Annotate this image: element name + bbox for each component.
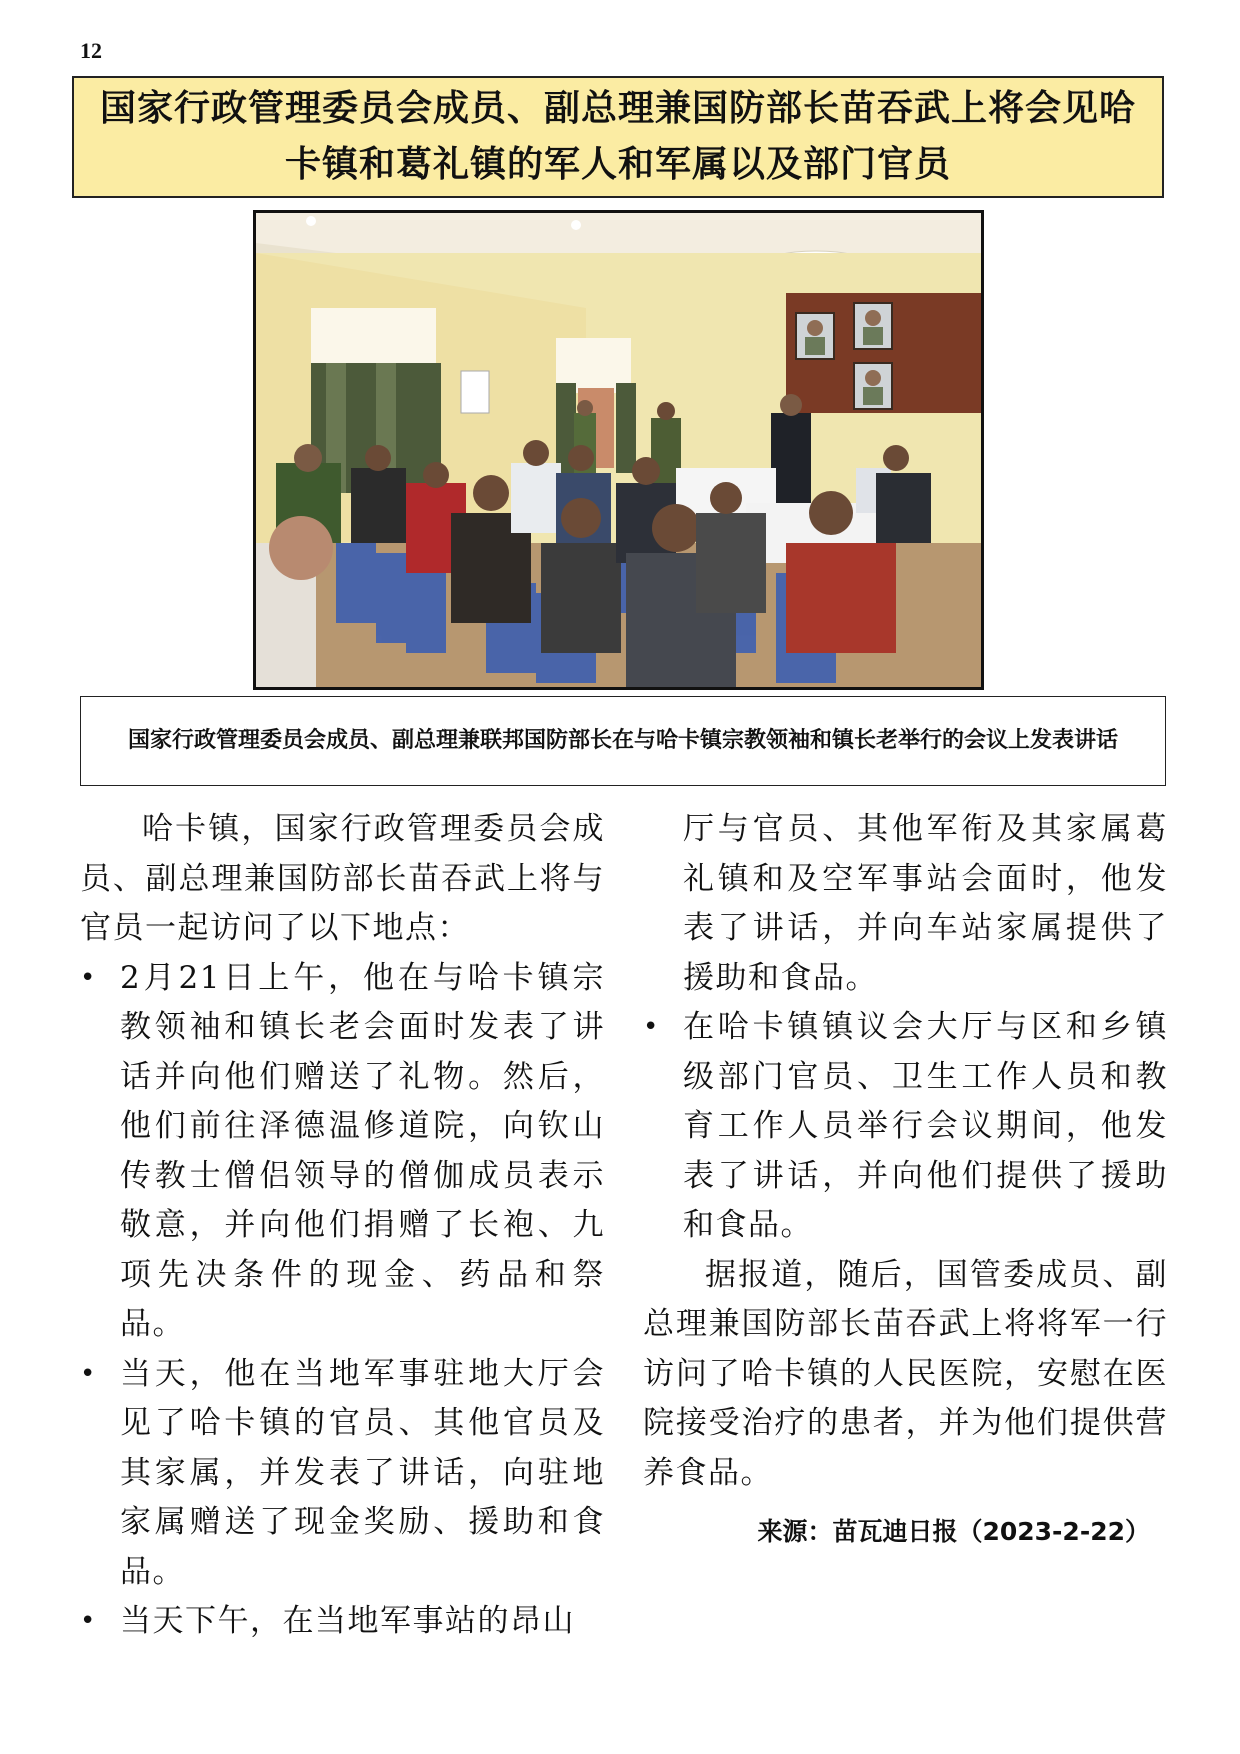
meeting-photo-illustration <box>256 213 981 687</box>
photo-caption-box <box>80 696 1166 786</box>
bullet-list-right <box>643 805 1168 1251</box>
bullet-list-left <box>80 954 605 1647</box>
photo-caption: 国家行政管理委员会成员、副总理兼联邦国防部长在与哈卡镇宗教领袖和镇长老举行的会议上发表讲话 <box>127 728 1118 753</box>
article-intro: 哈卡镇，国家行政管理委员会成员、副总理兼国防部长苗吞武上将与官员一起访问了以下地点： <box>80 811 605 946</box>
bullet-item: • 2月21日上午，他在与哈卡镇宗教领袖和镇长老会面时发表了讲话并向他们赠送了礼物。然后，他们前往泽德温修道院，向钦山传教士僧侣领导的僧伽成员表示敬意，并向他们捐赠了长袍、九项先决条件的现金、药品和祭品。 <box>80 954 605 1350</box>
headline-box <box>72 76 1164 198</box>
bullet-item: • 当天，他在当地军事驻地大厅会见了哈卡镇的官员、其他官员及其家属，并发表了讲话，向驻地家属赠送了现金奖励、援助和食品。 <box>80 1350 605 1598</box>
bullet-continuation: 厅与官员、其他军衔及其家属葛礼镇和及空军事站会面时，他发表了讲话，并向车站家属提供了援助和食品。 <box>683 811 1168 996</box>
source-credit: 来源：苗瓦迪日报（2023-2-22） <box>757 1517 1150 1546</box>
headline: 国家行政管理委员会成员、副总理兼国防部长苗吞武上将会见哈卡镇和葛礼镇的军人和军属以及部门官员 <box>99 88 1136 185</box>
meeting-photo <box>253 210 984 690</box>
page-number: 12 <box>80 38 102 63</box>
article-closing: 据报道，随后，国管委成员、副总理兼国防部长苗吞武上将将军一行访问了哈卡镇的人民医院，安慰在医院接受治疗的患者，并为他们提供营养食品。 <box>643 1256 1168 1491</box>
bullet-item: • 在哈卡镇镇议会大厅与区和乡镇级部门官员、卫生工作人员和教育工作人员举行会议期间，他发表了讲话，并向他们提供了援助和食品。 <box>643 1003 1168 1251</box>
bullet-item: • 当天下午，在当地军事站的昂山 <box>80 1597 605 1647</box>
article-column-right <box>643 805 1168 1498</box>
article-column-left <box>80 805 605 1647</box>
